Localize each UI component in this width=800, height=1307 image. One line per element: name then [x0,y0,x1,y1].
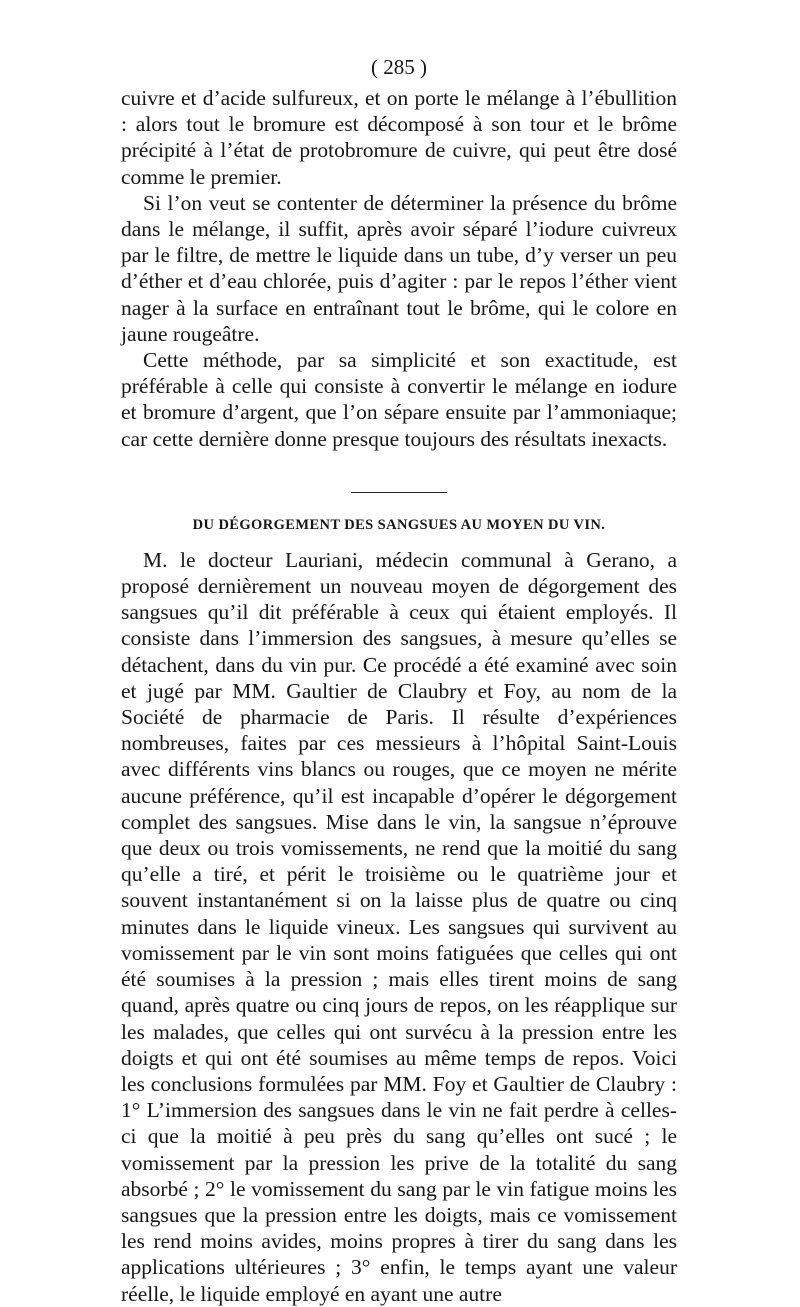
document-page [121,52,677,1307]
paragraph-method-preference: Cette méthode, par sa simplicité et son exactitude, est préférable à celle qui consiste à convertir le mélange en iodure et bromure d’argent, que l’on sépare ensuite par l’ammoniaque; car cette dernière donne presque toujours des résultats inexacts. [121,348,677,451]
section-title: DU DÉGORGEMENT DES SANGSUES AU MOYEN DU VIN. [192,516,606,533]
section-divider [351,492,447,493]
paragraph-brome-detection: Si l’on veut se contenter de déterminer la présence du brôme dans le mélange, il suffit, après avoir séparé l’iodure cuivreux par le filtre, de mettre le liquide dans un tube, d’y verser un peu d’éther et d’eau chlorée, puis d’agiter : par le repos l’éther vient nager à la surface en entraînant tout le brôme, qui le colore en jaune rougeâtre. [121,190,677,346]
paragraph-continuation: cuivre et d’acide sulfureux, et on porte le mélange à l’ébullition : alors tout le bromure est décomposé à son tour et le brôme précipité à l’état de protobromure de cuivre, qui peut être dosé comme le premier. [121,86,677,189]
page-number: ( 285 ) [371,55,427,79]
section-body: M. le docteur Lauriani, médecin communal à Gerano, a proposé dernièrement un nouveau moyen de dégorgement des sangsues qu’il dit préférable à ceux qui étaient employés. Il consiste dans l’immersion des sangsues, à mesure qu’elles se détachent, dans du vin pur. Ce procédé a été examiné avec soin et jugé par MM. Gaultier de Claubry et Foy, au nom de la Société de pharmacie de Paris. Il résulte d’expériences nombreuses, faites par ces messieurs à l’hôpital Saint-Louis avec différents vins blancs ou rouges, que ce moyen ne mérite aucune préférence, qu’il est incapable d’opérer le dégorgement complet des sangsues. Mise dans le vin, la sangsue n’éprouve que deux ou trois vomissements, ne rend que la moitié du sang qu’elle a tiré, et périt le troisième ou le quatrième jour et souvent instantanément si on la laisse plus de quatre ou cinq minutes dans le liquide vineux. Les sangsues qui survivent au vomissement par le vin sont moins fatiguées que celles qui ont été soumises à la pression ; mais elles tirent moins de sang quand, après quatre ou cinq jours de repos, on les réapplique sur les malades, que celles qui ont survécu à la pression entre les doigts et qui ont été soumises au même temps de repos. Voici les conclusions formulées par MM. Foy et Gaultier de Claubry : 1° L’immersion des sangsues dans le vin ne fait perdre à celles-ci que la moitié à peu près du sang qu’elles ont sucé ; le vomissement par la pression les prive de la totalité du sang absorbé ; 2° le vomissement du sang par le vin fatigue moins les sangsues que la pression entre les doigts, mais ce vomissement les rend moins avides, moins propres à tirer du sang dans les applications ultérieures ; 3° enfin, le temps ayant une valeur réelle, le liquide employé en ayant une autre [121,547,677,1306]
